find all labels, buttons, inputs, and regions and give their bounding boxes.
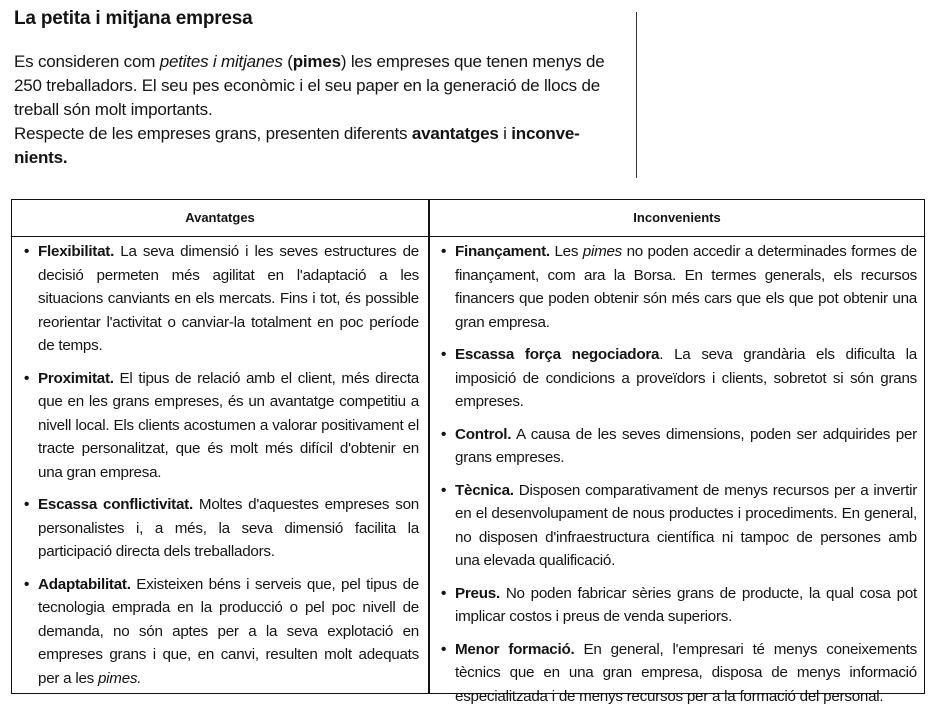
item-text: En general, l'empresari té menys coneixements tècnics que en una gran empresa, disposa de menys informació especialitzada i de menys recursos per a la formació del personal.: [455, 640, 917, 705]
item-text: Les: [549, 243, 583, 260]
vertical-divider: [636, 12, 637, 178]
item-text: no poden accedir a determinades formes de finançament, com ara la Borsa. En termes generals, els recursos financers que poden obtenir són més cars que els que pot obtenir una gran empresa.: [455, 243, 917, 331]
item-term: Control.: [455, 425, 512, 443]
item-term: Menor formació.: [455, 640, 575, 658]
intro-text: i: [498, 124, 512, 143]
intro-bold-text: avantatges: [411, 124, 499, 143]
item-text: Existeixen béns i serveis que, pel tipus de tecnologia emprada en la producció o pel poc nivell de demanda, no són aptes per a la seva explotació en empreses grans i que, en canvi, resulten molt adequats per a les: [38, 575, 419, 687]
list-item: [439, 479, 917, 573]
advantages-column: [22, 240, 419, 699]
list-item: [22, 240, 419, 358]
item-term: Adaptabilitat.: [38, 575, 131, 593]
intro-paragraph-1: [14, 50, 630, 122]
item-term: Flexibilitat.: [38, 243, 115, 260]
list-item: [439, 638, 917, 709]
item-term: Preus.: [455, 584, 500, 602]
intro-text: ) les empreses que tenen menys de 250 treballadors. El seu pes econòmic i el seu paper en la generació de llocs de treball són molt importants.: [14, 52, 605, 119]
intro-text: (: [282, 52, 293, 71]
item-term: Finançament.: [455, 243, 550, 260]
item-term: Proximitat.: [38, 369, 114, 387]
list-item: [22, 367, 419, 485]
column-header-advantages: Avantatges: [185, 210, 255, 225]
comparison-table: [11, 199, 925, 705]
item-text: . La seva grandària els dificulta la imposició de condicions a proveïdors i clients, sobretot si són grans empreses.: [455, 346, 917, 410]
intro-bold-text: inconve-nients.: [14, 124, 580, 167]
item-term: Escassa força negociadora: [455, 346, 660, 363]
list-item: [439, 582, 917, 629]
item-text: A causa de les seves dimensions, poden ser adquirides per grans empreses.: [455, 425, 917, 466]
intro-text: Respecte de les empreses grans, presenten diferents: [14, 124, 412, 143]
column-header-disadvantages: Inconvenients: [633, 210, 721, 225]
item-text: La seva dimensió i les seves estructures de decisió permeten més agilitat en l'adaptació a les situacions canviants en els mercats. Fins i tot, és possible reorientar l'activitat o canviar-la totalment en poc període de temps.: [38, 243, 419, 354]
intro-paragraph-2: [14, 122, 630, 170]
list-item: [439, 240, 917, 334]
item-text: Moltes d'aquestes empreses son personalistes i, a més, la seva dimensió facilita la participació directa dels treballadors.: [38, 496, 419, 560]
item-text: No poden fabricar sèries grans de producte, la qual cosa pot implicar costos i preus de venda superiors.: [455, 584, 917, 625]
intro-text: Es consideren com: [14, 52, 160, 71]
item-italic-text: pimes: [582, 243, 623, 260]
intro-bold-text: pimes: [292, 52, 341, 71]
list-item: [22, 573, 419, 691]
item-italic-text: pimes.: [97, 669, 142, 687]
item-text: Disposen comparativament de menys recursos per a invertir en el desenvolupament de nous productes i procediments. En general, no disposen d'infraestructura científica ni tampoc de persones amb una elevada qualificació.: [455, 481, 917, 569]
intro-italic-text: petites i mitjanes: [159, 52, 283, 71]
column-divider: [428, 200, 430, 693]
item-term: Tècnica.: [455, 481, 514, 499]
item-text: El tipus de relació amb el client, més directa que en les grans empreses, és un avantatge competitiu a nivell local. Els clients acostumen a valorar positivament el tracte personalitzat, que és molt més difícil d'obtenir en una gran empresa.: [38, 369, 419, 481]
list-item: [439, 423, 917, 470]
disadvantages-column: [439, 240, 917, 717]
list-item: [22, 493, 419, 564]
page-title: La petita i mitjana empresa: [14, 8, 253, 29]
item-term: Escassa conflictivitat.: [38, 496, 193, 513]
list-item: [439, 343, 917, 414]
table-header-row: [12, 200, 924, 237]
